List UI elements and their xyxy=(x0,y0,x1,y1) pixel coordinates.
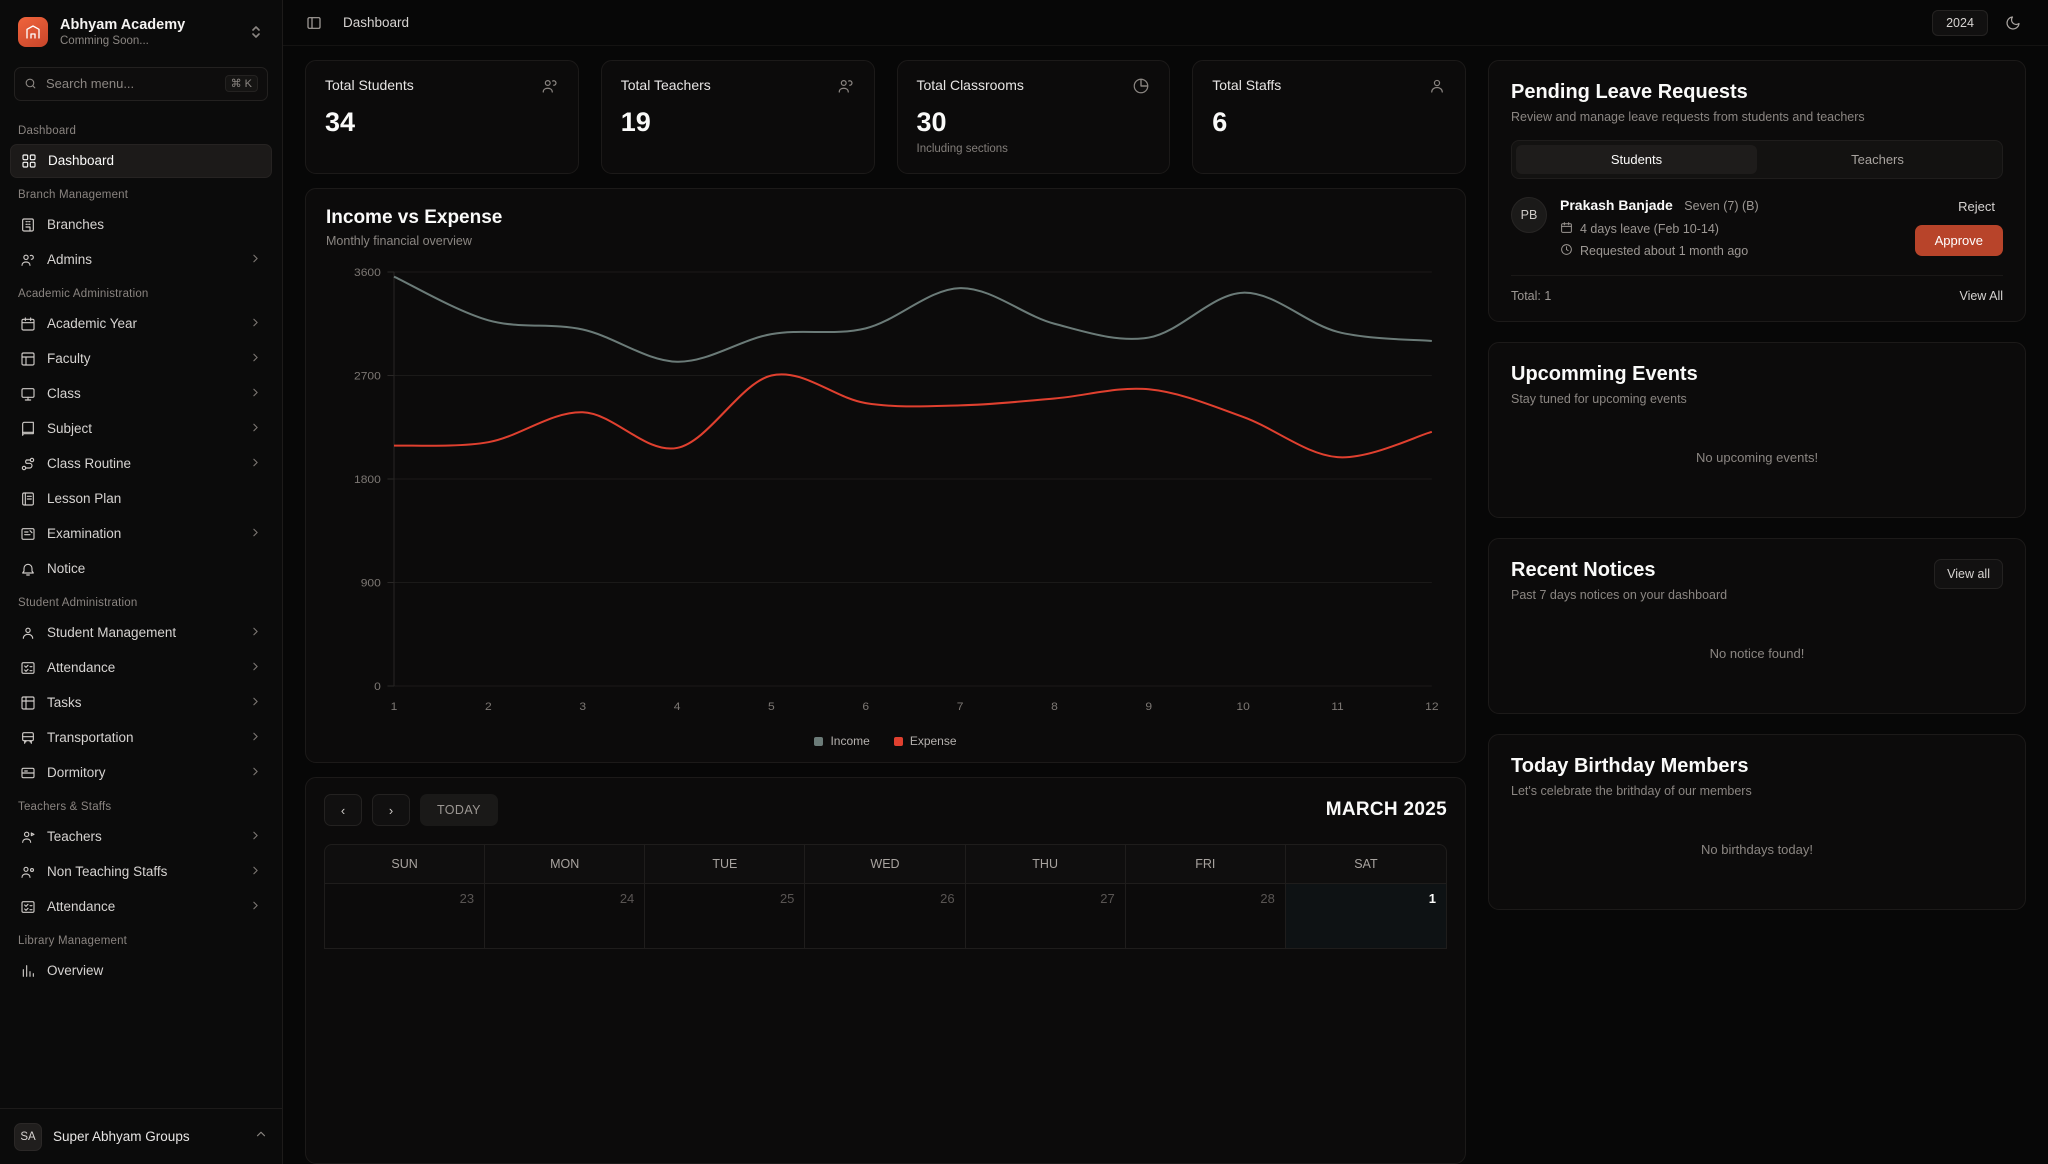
nav-group-label: Teachers & Staffs xyxy=(18,800,112,813)
reject-button[interactable]: Reject xyxy=(1950,197,2003,216)
svg-text:5: 5 xyxy=(768,701,775,713)
chevron-right-icon[interactable] xyxy=(249,730,262,746)
app-logo-icon xyxy=(18,17,48,47)
nav-group-label: Student Administration xyxy=(18,596,138,609)
search-placeholder: Search menu... xyxy=(46,76,135,91)
sidebar-item-label: Academic Year xyxy=(47,316,138,331)
sidebar xyxy=(0,0,283,1164)
sidebar-item-student-management[interactable] xyxy=(10,616,272,650)
nav-group-label: Branch Management xyxy=(18,188,129,201)
leave-view-all-link[interactable]: View All xyxy=(1959,289,2003,303)
sidebar-item-notice[interactable] xyxy=(10,552,272,586)
sidebar-item-class[interactable] xyxy=(10,377,272,411)
sidebar-item-label: Dormitory xyxy=(47,765,106,780)
search-input[interactable] xyxy=(14,67,268,101)
bus-icon xyxy=(20,730,36,746)
calendar-weekday-mon: MON xyxy=(485,845,645,883)
layout-icon xyxy=(20,351,36,367)
sidebar-item-label: Overview xyxy=(47,963,104,978)
chevron-right-icon[interactable] xyxy=(249,765,262,781)
calendar-day-cell[interactable] xyxy=(645,884,805,948)
upcoming-events-card xyxy=(1488,342,2026,518)
svg-text:0: 0 xyxy=(374,681,381,693)
chevron-right-icon[interactable] xyxy=(249,421,262,437)
tab-students[interactable]: Students xyxy=(1516,145,1757,174)
brand-subtitle: Comming Soon... xyxy=(60,35,149,48)
chevron-right-icon[interactable] xyxy=(249,660,262,676)
brand-switcher[interactable] xyxy=(0,0,282,63)
sidebar-item-label: Teachers xyxy=(47,829,102,844)
sidebar-item-faculty[interactable] xyxy=(10,342,272,376)
svg-text:3600: 3600 xyxy=(354,267,381,279)
calendar-day-number: 23 xyxy=(459,891,475,906)
recent-notices-empty: No notice found! xyxy=(1709,646,1805,661)
legend-label: Income xyxy=(830,734,870,748)
chevron-right-icon[interactable] xyxy=(249,625,262,641)
calendar-next-button[interactable]: › xyxy=(372,794,410,826)
calendar-week-row xyxy=(324,884,1447,949)
calendar-weekday-sat: SAT xyxy=(1354,857,1378,871)
chevron-right-icon[interactable] xyxy=(249,864,262,880)
sidebar-item-academic-year[interactable] xyxy=(10,307,272,341)
avatar: SA xyxy=(14,1123,42,1151)
stat-value: 19 xyxy=(620,107,651,137)
svg-text:11: 11 xyxy=(1331,701,1344,713)
sidebar-item-label: Examination xyxy=(47,526,122,541)
stat-value: 34 xyxy=(325,107,356,137)
chevron-right-icon[interactable] xyxy=(249,351,262,367)
calendar-day-cell[interactable] xyxy=(485,884,645,948)
book-icon xyxy=(20,421,36,437)
legend-item-income[interactable] xyxy=(814,734,869,748)
sidebar-item-label: Lesson Plan xyxy=(47,491,122,506)
recent-notices-subtitle: Past 7 days notices on your dashboard xyxy=(1511,588,1728,602)
user-icon xyxy=(1428,77,1446,100)
users-group-icon xyxy=(541,77,559,100)
sidebar-item-label: Student Management xyxy=(47,625,177,640)
tab-teachers[interactable]: Teachers xyxy=(1851,152,1904,167)
leave-student-name: Prakash Banjade xyxy=(1560,197,1673,213)
calendar-weekday-thu: THU xyxy=(966,845,1126,883)
nav-group-label: Dashboard xyxy=(18,124,77,137)
svg-text:8: 8 xyxy=(1051,701,1058,713)
notebook-icon xyxy=(20,491,36,507)
stats-row xyxy=(305,60,1466,174)
search-shortcut: ⌘ K xyxy=(225,75,258,92)
chevron-right-icon[interactable] xyxy=(249,695,262,711)
calendar-month-label: MARCH 2025 xyxy=(1325,799,1447,820)
sidebar-item-label: Class xyxy=(47,386,81,401)
chart-legend xyxy=(326,734,1445,748)
board-icon xyxy=(20,386,36,402)
calendar-day-number: 27 xyxy=(1100,891,1115,906)
clock-icon xyxy=(1560,243,1573,259)
svg-text:1800: 1800 xyxy=(354,474,381,486)
chevron-right-icon[interactable] xyxy=(249,252,262,268)
student-icon xyxy=(20,625,36,641)
svg-text:9: 9 xyxy=(1145,701,1153,713)
birthday-members-card xyxy=(1488,734,2026,910)
calendar-weekday-fri: FRI xyxy=(1126,845,1286,883)
chevron-right-icon[interactable] xyxy=(249,526,262,542)
sidebar-item-label: Attendance xyxy=(47,660,116,675)
sidebar-item-teachers[interactable] xyxy=(10,820,272,854)
right-column xyxy=(1488,60,2026,1164)
svg-text:4: 4 xyxy=(673,701,681,713)
calendar-weekday-wed: WED xyxy=(805,845,965,883)
leave-duration: 4 days leave (Feb 10-14) xyxy=(1580,222,1719,236)
chevron-right-icon[interactable] xyxy=(249,899,262,915)
sidebar-item-label: Attendance xyxy=(47,899,116,914)
birthday-empty: No birthdays today! xyxy=(1700,842,1813,857)
calendar-weekday-sun: SUN xyxy=(325,845,485,883)
pending-leave-card xyxy=(1488,60,2026,322)
legend-swatch xyxy=(814,737,823,746)
calendar-day-cell[interactable] xyxy=(1286,884,1446,948)
search-icon xyxy=(24,77,37,90)
calendar-day-cell[interactable] xyxy=(966,884,1126,948)
calendar-day-number: 1 xyxy=(1428,891,1436,906)
stat-value: 6 xyxy=(1212,107,1228,137)
birthday-subtitle: Let's celebrate the brithday of our members xyxy=(1511,784,1752,798)
svg-text:2: 2 xyxy=(485,701,492,713)
chevron-updown-icon[interactable] xyxy=(250,24,268,40)
svg-text:3: 3 xyxy=(579,701,587,713)
sidebar-nav xyxy=(0,111,282,1109)
approve-button[interactable]: Approve xyxy=(1915,225,2003,256)
calendar-weekday-tue: TUE xyxy=(645,845,805,883)
recent-notices-title: Recent Notices xyxy=(1511,559,1656,581)
calendar-today-button[interactable]: TODAY xyxy=(420,794,498,826)
stat-value: 30 xyxy=(916,107,947,137)
brand-title: Abhyam Academy xyxy=(60,17,186,33)
left-column xyxy=(305,60,1466,1164)
stat-title: Total Classrooms xyxy=(916,77,1024,93)
svg-text:900: 900 xyxy=(360,577,381,590)
calendar-card xyxy=(305,777,1466,1164)
chart-icon xyxy=(20,963,36,979)
stat-card-total-classrooms xyxy=(897,60,1171,174)
sidebar-item-attendance[interactable] xyxy=(10,651,272,685)
sidebar-item-branches[interactable] xyxy=(10,208,272,242)
stat-subtext: Including sections xyxy=(916,143,1008,155)
chevron-right-icon[interactable] xyxy=(249,829,262,845)
sidebar-toggle-icon[interactable] xyxy=(301,10,327,36)
sidebar-item-attendance[interactable] xyxy=(10,890,272,924)
sidebar-item-label: Subject xyxy=(47,421,93,436)
sidebar-item-tasks[interactable] xyxy=(10,686,272,720)
avatar: PB xyxy=(1511,197,1547,233)
sidebar-item-examination[interactable] xyxy=(10,517,272,551)
sidebar-item-label: Branches xyxy=(47,217,105,232)
sidebar-item-dashboard[interactable] xyxy=(10,144,272,178)
svg-text:12: 12 xyxy=(1425,701,1439,713)
chevron-right-icon[interactable] xyxy=(249,386,262,402)
main-area xyxy=(283,0,2048,1164)
nav-group-label: Academic Administration xyxy=(18,287,149,300)
academic-year-selector[interactable]: 2024 xyxy=(1932,10,1988,36)
check-list-icon xyxy=(20,899,36,915)
recent-notices-card xyxy=(1488,538,2026,714)
teacher-icon xyxy=(20,829,36,845)
chart-subtitle: Monthly financial overview xyxy=(326,234,472,248)
sidebar-account[interactable] xyxy=(0,1108,282,1164)
nav-group-label: Library Management xyxy=(18,934,128,947)
users-icon xyxy=(837,77,855,100)
sidebar-item-class-routine[interactable] xyxy=(10,447,272,481)
leave-requested-time: Requested about 1 month ago xyxy=(1580,244,1749,258)
sidebar-item-subject[interactable] xyxy=(10,412,272,446)
svg-text:6: 6 xyxy=(862,701,870,713)
stat-card-total-staffs xyxy=(1192,60,1466,174)
svg-text:2700: 2700 xyxy=(354,370,381,383)
calendar-prev-button[interactable]: ‹ xyxy=(324,794,362,826)
birthday-title: Today Birthday Members xyxy=(1511,755,1749,777)
income-expense-card xyxy=(305,188,1466,763)
leave-tabs xyxy=(1511,140,2003,179)
sidebar-item-label: Dashboard xyxy=(48,153,115,168)
sidebar-item-lesson-plan[interactable] xyxy=(10,482,272,516)
upcoming-events-empty: No upcoming events! xyxy=(1695,450,1819,465)
leave-total-count: Total: 1 xyxy=(1511,289,1552,303)
calendar-day-cell[interactable] xyxy=(805,884,965,948)
chevron-right-icon[interactable] xyxy=(249,316,262,332)
leave-student-class: Seven (7) (B) xyxy=(1684,199,1759,213)
leave-request-row xyxy=(1511,197,2003,259)
calendar-icon xyxy=(1560,221,1573,237)
legend-label: Expense xyxy=(909,734,957,748)
upcoming-events-title: Upcomming Events xyxy=(1511,363,1698,385)
chevron-right-icon[interactable] xyxy=(249,456,262,472)
svg-text:7: 7 xyxy=(956,701,964,713)
calendar-icon xyxy=(20,316,36,332)
grid-icon xyxy=(21,153,37,169)
users-icon xyxy=(20,252,36,268)
sidebar-item-label: Class Routine xyxy=(47,456,132,471)
sidebar-item-label: Transportation xyxy=(47,730,134,745)
stat-card-total-students xyxy=(305,60,579,174)
pie-chart-icon xyxy=(1132,77,1150,100)
stat-title: Total Students xyxy=(325,77,414,93)
dashboard-content xyxy=(283,46,2048,1164)
breadcrumb: Dashboard xyxy=(343,15,410,30)
sidebar-item-label: Admins xyxy=(47,252,93,267)
chevron-up-icon[interactable] xyxy=(254,1127,268,1146)
account-name: Super Abhyam Groups xyxy=(53,1129,190,1144)
stat-card-total-teachers xyxy=(601,60,875,174)
calendar-day-number: 26 xyxy=(940,891,955,906)
sidebar-item-label: Faculty xyxy=(47,351,91,366)
bell-icon xyxy=(20,561,36,577)
topbar xyxy=(283,0,2048,46)
sidebar-item-dormitory[interactable] xyxy=(10,756,272,790)
sidebar-item-non-teaching-staffs[interactable] xyxy=(10,855,272,889)
sidebar-item-overview[interactable] xyxy=(10,954,272,988)
exam-icon xyxy=(20,526,36,542)
legend-swatch xyxy=(894,737,903,746)
staff-icon xyxy=(20,864,36,880)
pending-leave-subtitle: Review and manage leave requests from students and teachers xyxy=(1511,110,1865,124)
svg-text:1: 1 xyxy=(390,701,398,713)
calendar-day-number: 25 xyxy=(779,891,795,906)
svg-text:10: 10 xyxy=(1236,701,1250,713)
calendar-day-number: 24 xyxy=(619,891,635,906)
sidebar-item-label: Non Teaching Staffs xyxy=(47,864,168,879)
notices-view-all-button[interactable]: View all xyxy=(1934,559,2003,589)
calendar-day-number: 28 xyxy=(1260,891,1275,906)
theme-toggle-icon[interactable] xyxy=(2000,10,2026,36)
chart-title: Income vs Expense xyxy=(326,207,503,228)
sidebar-item-label: Notice xyxy=(47,561,86,576)
bed-icon xyxy=(20,765,36,781)
calendar-weekday-header xyxy=(324,844,1447,884)
calendar-day-cell[interactable] xyxy=(325,884,485,948)
calendar-day-cell[interactable] xyxy=(1126,884,1286,948)
upcoming-events-subtitle: Stay tuned for upcoming events xyxy=(1511,392,1687,406)
legend-item-expense[interactable] xyxy=(894,734,957,748)
sidebar-item-label: Tasks xyxy=(47,695,82,710)
chart-plot xyxy=(326,262,1445,732)
stat-title: Total Staffs xyxy=(1212,77,1282,93)
tasks-icon xyxy=(20,695,36,711)
sidebar-item-admins[interactable] xyxy=(10,243,272,277)
calendar-toolbar xyxy=(324,794,1447,826)
route-icon xyxy=(20,456,36,472)
sidebar-item-transportation[interactable] xyxy=(10,721,272,755)
check-list-icon xyxy=(20,660,36,676)
stat-title: Total Teachers xyxy=(620,77,711,93)
building-icon xyxy=(20,217,36,233)
pending-leave-title: Pending Leave Requests xyxy=(1511,81,1748,103)
